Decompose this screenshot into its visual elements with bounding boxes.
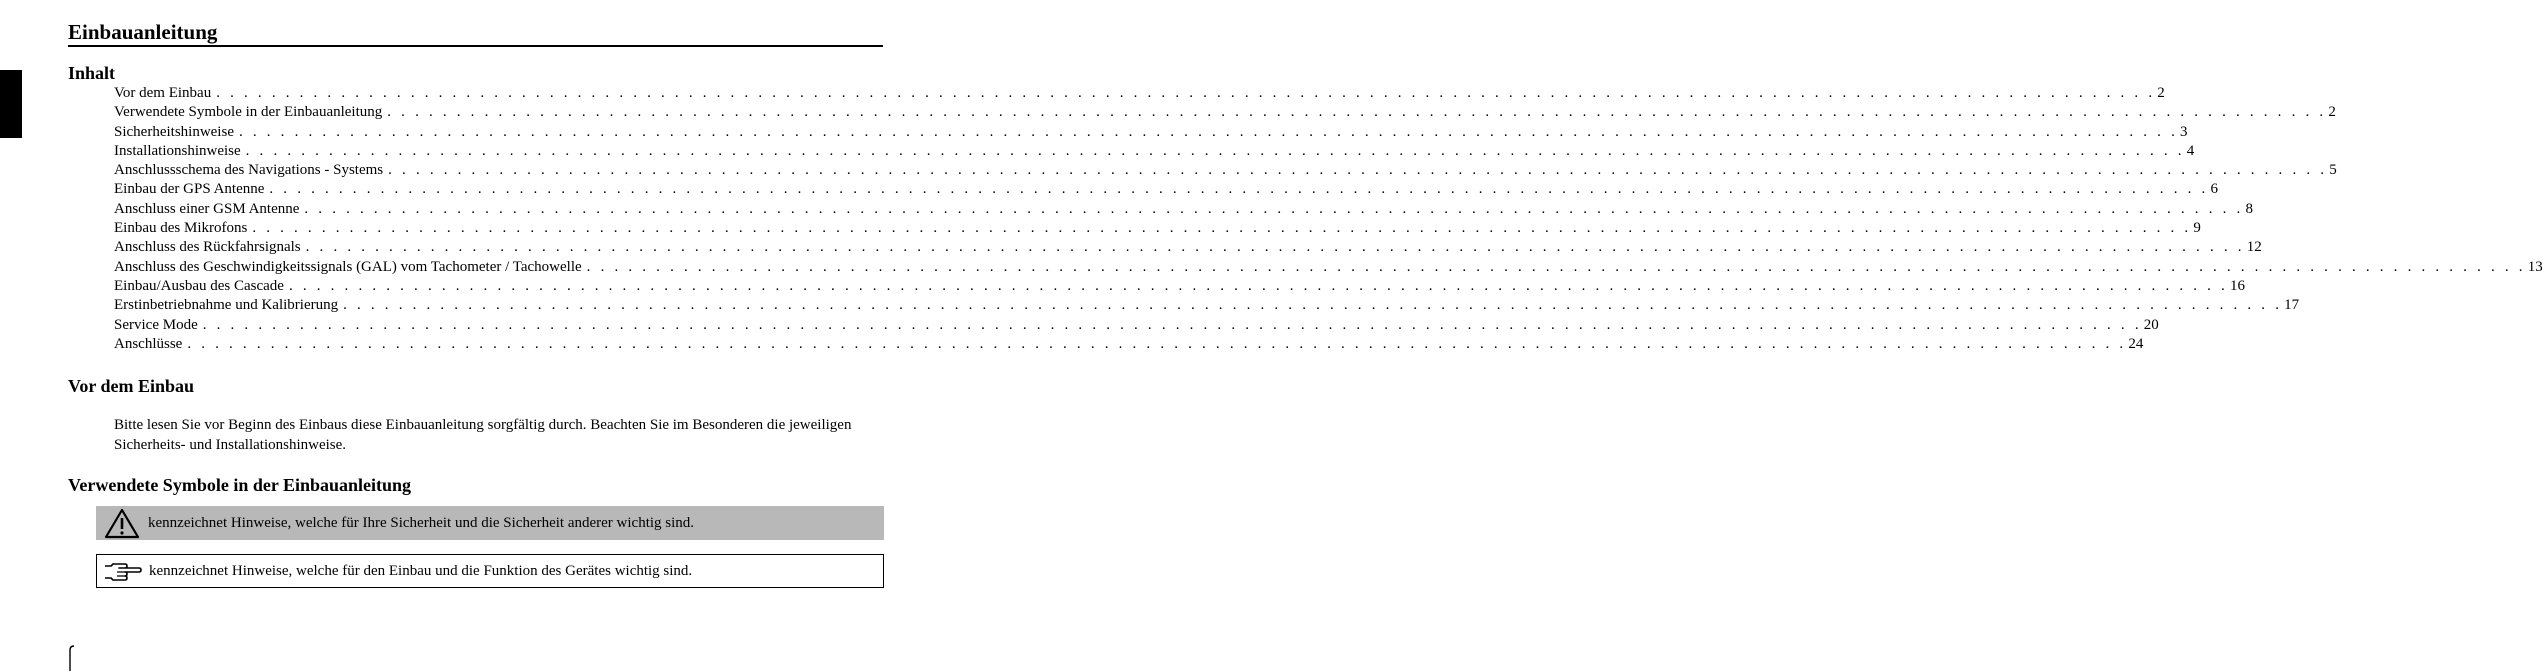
toc-entry-title: Anschlüsse: [114, 335, 183, 352]
contents-heading: Inhalt: [68, 63, 116, 83]
toc-leader-dots: . . . . . . . . . . . . . . . . . . . . . . . . . . . . . . . . . . . . . . . . . . . . . . . . . . . . . . . . . . . . . . . . . . . . . . . . . . . . . . . . . . . . . . . . . . . . . . . . . . . . . . . . . . . . . . . . . . . . . . . . . . . . . . . . . . . . . . . . . . . .: [586, 258, 2526, 275]
toc-entry-title: Anschluss des Geschwindigkeitssignals (GAL) vom Tachometer / Tachowelle: [114, 258, 582, 275]
toc-entry[interactable]: [114, 277, 2246, 296]
toc-leader-dots: . . . . . . . . . . . . . . . . . . . . . . . . . . . . . . . . . . . . . . . . . . . . . . . . . . . . . . . . . . . . . . . . . . . . . . . . . . . . . . . . . . . . . . . . . . . . . . . . . . . . . . . . . . . . . . . . . . . . . . . . . . . . . . . . . . . . . . . . . . . .: [269, 181, 2209, 198]
toc-leader-dots: . . . . . . . . . . . . . . . . . . . . . . . . . . . . . . . . . . . . . . . . . . . . . . . . . . . . . . . . . . . . . . . . . . . . . . . . . . . . . . . . . . . . . . . . . . . . . . . . . . . . . . . . . . . . . . . . . . . . . . . . . . . . . . . . . . . . . . . . . . . .: [202, 316, 2142, 333]
section-heading-vor-dem-einbau: Vor dem Einbau: [68, 376, 195, 396]
toc-entry[interactable]: [114, 123, 2188, 142]
toc-entry-page: 12: [2246, 239, 2262, 256]
toc-entry-page: 4: [2186, 142, 2195, 159]
toc-entry-page: 3: [2180, 123, 2188, 140]
toc-entry-title: Service Mode: [114, 316, 198, 333]
toc-leader-dots: . . . . . . . . . . . . . . . . . . . . . . . . . . . . . . . . . . . . . . . . . . . . . . . . . . . . . . . . . . . . . . . . . . . . . . . . . . . . . . . . . . . . . . . . . . . . . . . . . . . . . . . . . . . . . . . . . . . . . . . . . . . . . . . . . . . . . . . . . . . .: [245, 142, 2185, 159]
toc-leader-dots: . . . . . . . . . . . . . . . . . . . . . . . . . . . . . . . . . . . . . . . . . . . . . . . . . . . . . . . . . . . . . . . . . . . . . . . . . . . . . . . . . . . . . . . . . . . . . . . . . . . . . . . . . . . . . . . . . . . . . . . . . . . . . . . . . . . . . . . . . . . .: [187, 335, 2127, 352]
toc-entry-page: 16: [2230, 277, 2246, 294]
note-symbol-box: [96, 554, 884, 588]
toc-entry-title: Anschluss einer GSM Antenne: [114, 200, 300, 217]
toc-entry-page: 2: [2328, 104, 2336, 121]
toc-leader-dots: . . . . . . . . . . . . . . . . . . . . . . . . . . . . . . . . . . . . . . . . . . . . . . . . . . . . . . . . . . . . . . . . . . . . . . . . . . . . . . . . . . . . . . . . . . . . . . . . . . . . . . . . . . . . . . . . . . . . . . . . . . . . . . . . . . . . . . . . . . . .: [387, 104, 2327, 121]
toc-leader-dots: . . . . . . . . . . . . . . . . . . . . . . . . . . . . . . . . . . . . . . . . . . . . . . . . . . . . . . . . . . . . . . . . . . . . . . . . . . . . . . . . . . . . . . . . . . . . . . . . . . . . . . . . . . . . . . . . . . . . . . . . . . . . . . . . . . . . . . . . . . . .: [288, 277, 2229, 294]
toc-leader-dots: . . . . . . . . . . . . . . . . . . . . . . . . . . . . . . . . . . . . . . . . . . . . . . . . . . . . . . . . . . . . . . . . . . . . . . . . . . . . . . . . . . . . . . . . . . . . . . . . . . . . . . . . . . . . . . . . . . . . . . . . . . . . . . . . . . . . . . . . . . . .: [238, 123, 2179, 140]
toc-entry[interactable]: [114, 180, 2218, 199]
warning-symbol-text: kennzeichnet Hinweise, welche für Ihre Sicherheit und die Sicherheit anderer wichtig sind.: [148, 514, 695, 531]
toc-entry-title: Vor dem Einbau: [114, 85, 212, 101]
toc-entry-page: 13: [2527, 258, 2543, 275]
note-symbol-text: kennzeichnet Hinweise, welche für den Einbau und die Funktion des Gerätes wichtig sind.: [149, 562, 693, 579]
toc-entry-title: Einbau/Ausbau des Cascade: [114, 277, 284, 294]
toc-entry-page: 2: [2157, 85, 2165, 101]
toc-entry[interactable]: [114, 258, 2543, 277]
document-title-text: Einbauanleitung: [68, 20, 218, 44]
toc-entry[interactable]: [114, 316, 2159, 335]
toc-entry-title: Anschluss des Rückfahrsignals: [114, 239, 301, 256]
section-tab-marker: [0, 70, 22, 138]
toc-entry-page: 9: [2193, 220, 2201, 237]
toc-entry-page: 24: [2128, 335, 2144, 352]
toc-leader-dots: . . . . . . . . . . . . . . . . . . . . . . . . . . . . . . . . . . . . . . . . . . . . . . . . . . . . . . . . . . . . . . . . . . . . . . . . . . . . . . . . . . . . . . . . . . . . . . . . . . . . . . . . . . . . . . . . . . . . . . . . . . . . . . . . . . . . . . . . . . . .: [252, 220, 2192, 237]
toc-entry-page: 6: [2210, 181, 2218, 198]
warning-symbol-box: [96, 506, 884, 540]
document-title: [68, 20, 883, 47]
toc-entry-page: 17: [2284, 297, 2300, 314]
pointing-hand-icon: [97, 554, 149, 588]
section-body-vor-dem-einbau: Bitte lesen Sie vor Beginn des Einbaus diese Einbauanleitung sorgfältig durch. Beachten Sie im Besonderen die jeweiligen Sicherheits- und Installationshinweise.: [114, 417, 852, 453]
toc-leader-dots: . . . . . . . . . . . . . . . . . . . . . . . . . . . . . . . . . . . . . . . . . . . . . . . . . . . . . . . . . . . . . . . . . . . . . . . . . . . . . . . . . . . . . . . . . . . . . . . . . . . . . . . . . . . . . . . . . . . . . . . . . . . . . . . . . . . . . . . . . . . .: [388, 162, 2328, 179]
toc-entry[interactable]: [114, 103, 2336, 122]
toc-entry-page: 8: [2245, 200, 2253, 217]
toc-entry[interactable]: [114, 219, 2201, 238]
toc-entry-page: 20: [2143, 316, 2159, 333]
toc-entry-title: Installationshinweise: [114, 142, 241, 159]
toc-leader-dots: . . . . . . . . . . . . . . . . . . . . . . . . . . . . . . . . . . . . . . . . . . . . . . . . . . . . . . . . . . . . . . . . . . . . . . . . . . . . . . . . . . . . . . . . . . . . . . . . . . . . . . . . . . . . . . . . . . . . . . . . . . . . . . . . . . . . . . . . . . . .: [305, 239, 2245, 256]
toc-entry[interactable]: [114, 161, 2337, 180]
toc-leader-dots: . . . . . . . . . . . . . . . . . . . . . . . . . . . . . . . . . . . . . . . . . . . . . . . . . . . . . . . . . . . . . . . . . . . . . . . . . . . . . . . . . . . . . . . . . . . . . . . . . . . . . . . . . . . . . . . . . . . . . . . . . . . . . . . . . . . . . . . . . . . .: [304, 200, 2244, 217]
section-heading-symbole: Verwendete Symbole in der Einbauanleitung: [68, 475, 412, 495]
toc-entry[interactable]: [114, 84, 2165, 103]
toc-entry-title: Einbau der GPS Antenne: [114, 181, 265, 198]
toc-entry-title: Sicherheitshinweise: [114, 123, 234, 140]
toc-leader-dots: . . . . . . . . . . . . . . . . . . . . . . . . . . . . . . . . . . . . . . . . . . . . . . . . . . . . . . . . . . . . . . . . . . . . . . . . . . . . . . . . . . . . . . . . . . . . . . . . . . . . . . . . . . . . . . . . . . . . . . . . . . . . . . . . . . . . . . . . . . . .: [343, 297, 2283, 314]
toc-entry[interactable]: [114, 200, 2253, 219]
toc-entry[interactable]: [114, 142, 2195, 161]
table-of-contents: [114, 84, 2543, 354]
toc-entry-page: 5: [2329, 162, 2337, 179]
toc-entry[interactable]: [114, 238, 2262, 257]
toc-entry-title: Erstinbetriebnahme und Kalibrierung: [114, 297, 339, 314]
toc-leader-dots: . . . . . . . . . . . . . . . . . . . . . . . . . . . . . . . . . . . . . . . . . . . . . . . . . . . . . . . . . . . . . . . . . . . . . . . . . . . . . . . . . . . . . . . . . . . . . . . . . . . . . . . . . . . . . . . . . . . . . . . . . . . . . . . . . . . . . . . . . . . .: [216, 85, 2156, 101]
toc-entry[interactable]: [114, 335, 2144, 354]
toc-entry-title: Verwendete Symbole in der Einbauanleitung: [114, 104, 383, 121]
toc-entry-title: Einbau des Mikrofons: [114, 220, 248, 237]
toc-entry[interactable]: [114, 296, 2300, 315]
warning-triangle-icon: [96, 506, 148, 540]
toc-entry-title: Anschlussschema des Navigations - Systems: [114, 162, 384, 179]
crop-mark-icon: [68, 644, 78, 671]
